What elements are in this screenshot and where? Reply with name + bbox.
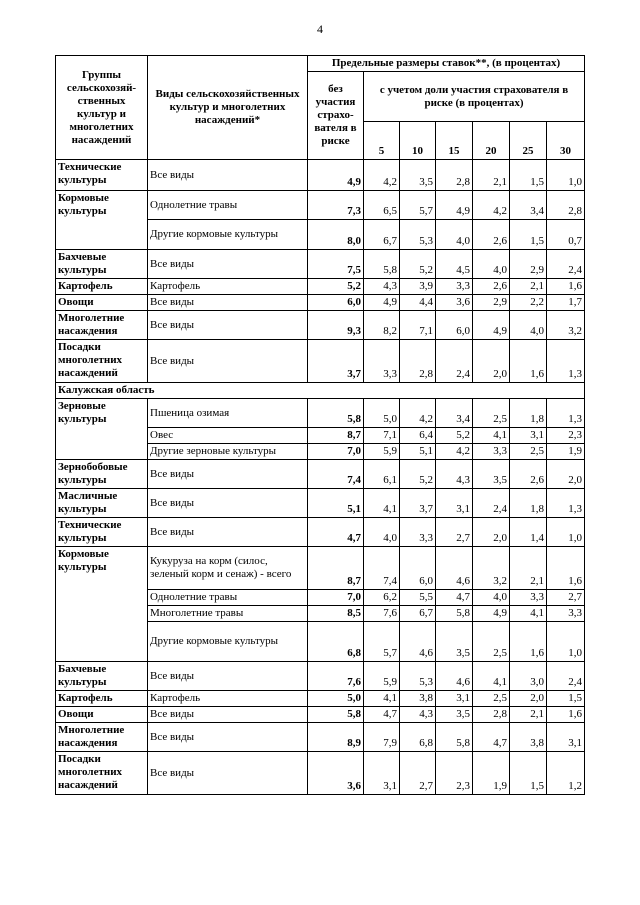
crop-kind: Все виды [148,723,308,752]
rate-with-share: 2,8 [547,191,585,220]
crop-kind: Другие кормовые культуры [148,622,308,662]
rate-without-share: 7,5 [308,250,364,279]
share-col: 10 [400,122,436,160]
rate-with-share: 3,6 [436,295,473,311]
rate-with-share: 2,4 [547,250,585,279]
rate-without-share: 9,3 [308,311,364,340]
rate-with-share: 5,8 [436,606,473,622]
rate-with-share: 1,6 [547,547,585,590]
rate-with-share: 4,0 [510,311,547,340]
rate-with-share: 3,1 [510,428,547,444]
rate-with-share: 5,5 [400,590,436,606]
rate-with-share: 7,9 [364,723,400,752]
rate-with-share: 4,2 [473,191,510,220]
rate-with-share: 4,6 [400,622,436,662]
crop-group: Посадки многолетних насаждений [56,752,148,795]
rate-with-share: 1,6 [510,340,547,383]
table-row [56,160,585,191]
rate-with-share: 2,7 [436,518,473,547]
rate-with-share: 3,2 [473,547,510,590]
rate-with-share: 2,7 [547,590,585,606]
rate-with-share: 2,2 [510,295,547,311]
rate-with-share: 3,7 [400,489,436,518]
rate-with-share: 4,7 [436,590,473,606]
rate-with-share: 5,0 [364,399,400,428]
rate-with-share: 3,8 [400,691,436,707]
rate-with-share: 2,6 [473,279,510,295]
rate-with-share: 5,8 [436,723,473,752]
crop-kind: Овес [148,428,308,444]
rate-with-share: 7,1 [400,311,436,340]
region-section [56,383,585,399]
header-with-share: с учетом доли участия страхователя в риске (в процентах) [364,72,585,122]
rate-with-share: 3,8 [510,723,547,752]
rate-with-share: 1,0 [547,160,585,191]
section-1-body [56,160,585,383]
table-row [56,489,585,518]
rate-without-share: 4,9 [308,160,364,191]
rate-with-share: 4,3 [400,707,436,723]
rate-with-share: 3,3 [510,590,547,606]
rate-with-share: 4,2 [436,444,473,460]
rate-with-share: 1,8 [510,489,547,518]
rate-with-share: 1,5 [510,220,547,250]
region-title: Калужская область [56,383,585,399]
table-row [56,518,585,547]
rate-with-share: 4,2 [364,160,400,191]
crop-kind: Все виды [148,160,308,191]
rate-with-share: 5,9 [364,662,400,691]
rate-with-share: 8,2 [364,311,400,340]
crop-group: Бахчевые культуры [56,250,148,279]
rate-without-share: 4,7 [308,518,364,547]
rate-with-share: 6,0 [400,547,436,590]
share-col: 5 [364,122,400,160]
crop-kind: Все виды [148,707,308,723]
rate-with-share: 2,1 [473,160,510,191]
rate-without-share: 8,7 [308,428,364,444]
rate-without-share: 8,9 [308,723,364,752]
crop-kind: Картофель [148,691,308,707]
crop-kind: Все виды [148,752,308,795]
rate-without-share: 7,0 [308,590,364,606]
rate-with-share: 3,0 [510,662,547,691]
table-row [56,547,585,590]
rate-with-share: 1,6 [510,622,547,662]
rate-with-share: 5,1 [400,444,436,460]
rate-with-share: 2,0 [510,691,547,707]
rate-with-share: 2,0 [473,518,510,547]
rate-with-share: 4,0 [473,250,510,279]
rate-without-share: 7,3 [308,191,364,220]
rate-with-share: 2,0 [473,340,510,383]
crop-group: Овощи [56,295,148,311]
rate-with-share: 0,7 [547,220,585,250]
rate-with-share: 1,5 [547,691,585,707]
rate-without-share: 5,2 [308,279,364,295]
rate-with-share: 3,4 [510,191,547,220]
rate-with-share: 2,1 [510,547,547,590]
rate-with-share: 2,6 [473,220,510,250]
rate-with-share: 3,3 [547,606,585,622]
rate-with-share: 1,4 [510,518,547,547]
rate-with-share: 3,3 [400,518,436,547]
rate-with-share: 4,6 [436,547,473,590]
rate-with-share: 6,0 [436,311,473,340]
rate-with-share: 1,0 [547,622,585,662]
crop-kind: Многолетние травы [148,606,308,622]
rate-with-share: 2,1 [510,707,547,723]
rate-with-share: 4,1 [473,428,510,444]
rate-without-share: 7,4 [308,460,364,489]
rate-without-share: 8,5 [308,606,364,622]
rate-with-share: 2,4 [547,662,585,691]
rate-with-share: 2,8 [436,160,473,191]
rate-with-share: 3,5 [473,460,510,489]
rate-with-share: 4,9 [473,606,510,622]
rate-with-share: 7,4 [364,547,400,590]
table-row [56,340,585,383]
crop-kind: Другие зерновые культуры [148,444,308,460]
header-without: без участия страхо-вателя в риске [308,72,364,160]
rate-with-share: 6,4 [400,428,436,444]
rate-without-share: 5,8 [308,399,364,428]
rate-with-share: 3,1 [547,723,585,752]
table-row [56,399,585,428]
crop-group: Зерновые культуры [56,399,148,460]
rate-with-share: 3,1 [436,489,473,518]
rate-with-share: 2,8 [400,340,436,383]
table-row [56,279,585,295]
rate-with-share: 2,9 [473,295,510,311]
rate-with-share: 2,5 [473,691,510,707]
table-row [56,662,585,691]
rate-with-share: 4,6 [436,662,473,691]
rate-with-share: 6,5 [364,191,400,220]
rate-with-share: 5,3 [400,220,436,250]
rate-with-share: 1,7 [547,295,585,311]
crop-group: Кормовые культуры [56,191,148,250]
rate-with-share: 4,7 [364,707,400,723]
page-number: 4 [317,22,323,36]
rate-with-share: 4,3 [364,279,400,295]
crop-group: Картофель [56,279,148,295]
rate-without-share: 5,0 [308,691,364,707]
rate-with-share: 2,5 [510,444,547,460]
crop-group: Посадки многолетних насаждений [56,340,148,383]
rate-with-share: 1,9 [473,752,510,795]
table-row [56,295,585,311]
crop-kind: Картофель [148,279,308,295]
section-2-body [56,399,585,795]
rate-with-share: 6,7 [364,220,400,250]
header-kinds: Виды сельскохозяйственных культур и многолетних насаждений* [148,56,308,160]
rate-with-share: 5,2 [400,250,436,279]
rate-with-share: 2,4 [436,340,473,383]
rate-with-share: 3,9 [400,279,436,295]
table-row [56,691,585,707]
rate-with-share: 4,4 [400,295,436,311]
rate-with-share: 2,5 [473,399,510,428]
rate-with-share: 2,9 [510,250,547,279]
crop-kind: Все виды [148,295,308,311]
rate-with-share: 4,9 [364,295,400,311]
table-row [56,723,585,752]
rate-without-share: 6,8 [308,622,364,662]
rate-with-share: 1,3 [547,489,585,518]
crop-kind: Все виды [148,250,308,279]
rate-without-share: 6,0 [308,295,364,311]
rate-with-share: 3,5 [400,160,436,191]
rate-with-share: 3,4 [436,399,473,428]
rate-with-share: 3,5 [436,622,473,662]
rate-with-share: 1,5 [510,160,547,191]
rate-with-share: 5,3 [400,662,436,691]
crop-kind: Все виды [148,460,308,489]
table-row [56,460,585,489]
rate-with-share: 4,0 [364,518,400,547]
rate-with-share: 1,0 [547,518,585,547]
rate-with-share: 5,2 [400,460,436,489]
rate-with-share: 2,1 [510,279,547,295]
crop-kind: Однолетние травы [148,590,308,606]
rate-with-share: 2,6 [510,460,547,489]
rate-with-share: 5,9 [364,444,400,460]
rate-with-share: 1,5 [510,752,547,795]
rate-with-share: 6,8 [400,723,436,752]
rate-without-share: 7,6 [308,662,364,691]
crop-group: Масличные культуры [56,489,148,518]
rate-with-share: 1,3 [547,340,585,383]
rate-with-share: 4,1 [473,662,510,691]
crop-kind: Все виды [148,311,308,340]
crop-kind: Пшеница озимая [148,399,308,428]
rate-with-share: 4,2 [400,399,436,428]
rate-with-share: 5,7 [364,622,400,662]
rate-without-share: 3,7 [308,340,364,383]
crop-kind: Все виды [148,340,308,383]
crop-kind: Все виды [148,662,308,691]
rate-with-share: 1,8 [510,399,547,428]
rate-with-share: 4,9 [473,311,510,340]
rate-with-share: 6,2 [364,590,400,606]
rate-with-share: 2,3 [547,428,585,444]
header-limits: Предельные размеры ставок**, (в процентах) [308,56,585,72]
table-row [56,311,585,340]
crop-kind: Однолетние травы [148,191,308,220]
crop-kind: Все виды [148,518,308,547]
rate-with-share: 3,3 [473,444,510,460]
table-row [56,752,585,795]
rate-with-share: 2,8 [473,707,510,723]
rate-with-share: 4,9 [436,191,473,220]
rate-with-share: 3,2 [547,311,585,340]
table-row [56,191,585,220]
rate-without-share: 5,8 [308,707,364,723]
crop-group: Зернобобовые культуры [56,460,148,489]
rate-with-share: 2,5 [473,622,510,662]
rate-with-share: 4,1 [510,606,547,622]
rates-table [55,55,585,795]
table-row [56,250,585,279]
rate-with-share: 4,0 [436,220,473,250]
rate-with-share: 1,9 [547,444,585,460]
table-row [56,707,585,723]
rate-with-share: 2,3 [436,752,473,795]
rate-with-share: 6,7 [400,606,436,622]
header-group: Группы сельскохозяй-ственных культур и многолетних насаждений [56,56,148,160]
rate-with-share: 1,6 [547,279,585,295]
rate-with-share: 6,1 [364,460,400,489]
rate-with-share: 3,3 [436,279,473,295]
share-col: 15 [436,122,473,160]
crop-group: Кормовые культуры [56,547,148,662]
crop-group: Технические культуры [56,160,148,191]
share-col: 25 [510,122,547,160]
rate-with-share: 4,5 [436,250,473,279]
share-col: 20 [473,122,510,160]
crop-kind: Другие кормовые культуры [148,220,308,250]
rate-with-share: 4,1 [364,489,400,518]
rate-with-share: 1,2 [547,752,585,795]
crop-kind: Кукуруза на корм (силос, зеленый корм и сенаж) - всего [148,547,308,590]
rate-with-share: 1,6 [547,707,585,723]
rate-with-share: 4,3 [436,460,473,489]
rate-without-share: 8,0 [308,220,364,250]
rate-with-share: 1,3 [547,399,585,428]
rate-with-share: 2,7 [400,752,436,795]
rate-with-share: 2,4 [473,489,510,518]
rate-without-share: 3,6 [308,752,364,795]
rate-with-share: 7,6 [364,606,400,622]
rate-without-share: 5,1 [308,489,364,518]
rate-with-share: 5,8 [364,250,400,279]
crop-group: Бахчевые культуры [56,662,148,691]
rate-with-share: 5,7 [400,191,436,220]
rate-with-share: 7,1 [364,428,400,444]
rate-with-share: 4,0 [473,590,510,606]
crop-group: Овощи [56,707,148,723]
rate-without-share: 7,0 [308,444,364,460]
crop-group: Многолетние насаждения [56,723,148,752]
rate-with-share: 4,1 [364,691,400,707]
rate-with-share: 3,5 [436,707,473,723]
crop-group: Многолетние насаждения [56,311,148,340]
rate-with-share: 4,7 [473,723,510,752]
rate-with-share: 3,1 [364,752,400,795]
rate-with-share: 3,3 [364,340,400,383]
rate-with-share: 2,0 [547,460,585,489]
crop-group: Картофель [56,691,148,707]
crop-group: Технические культуры [56,518,148,547]
rate-with-share: 5,2 [436,428,473,444]
rate-without-share: 8,7 [308,547,364,590]
share-col: 30 [547,122,585,160]
crop-kind: Все виды [148,489,308,518]
rate-with-share: 3,1 [436,691,473,707]
